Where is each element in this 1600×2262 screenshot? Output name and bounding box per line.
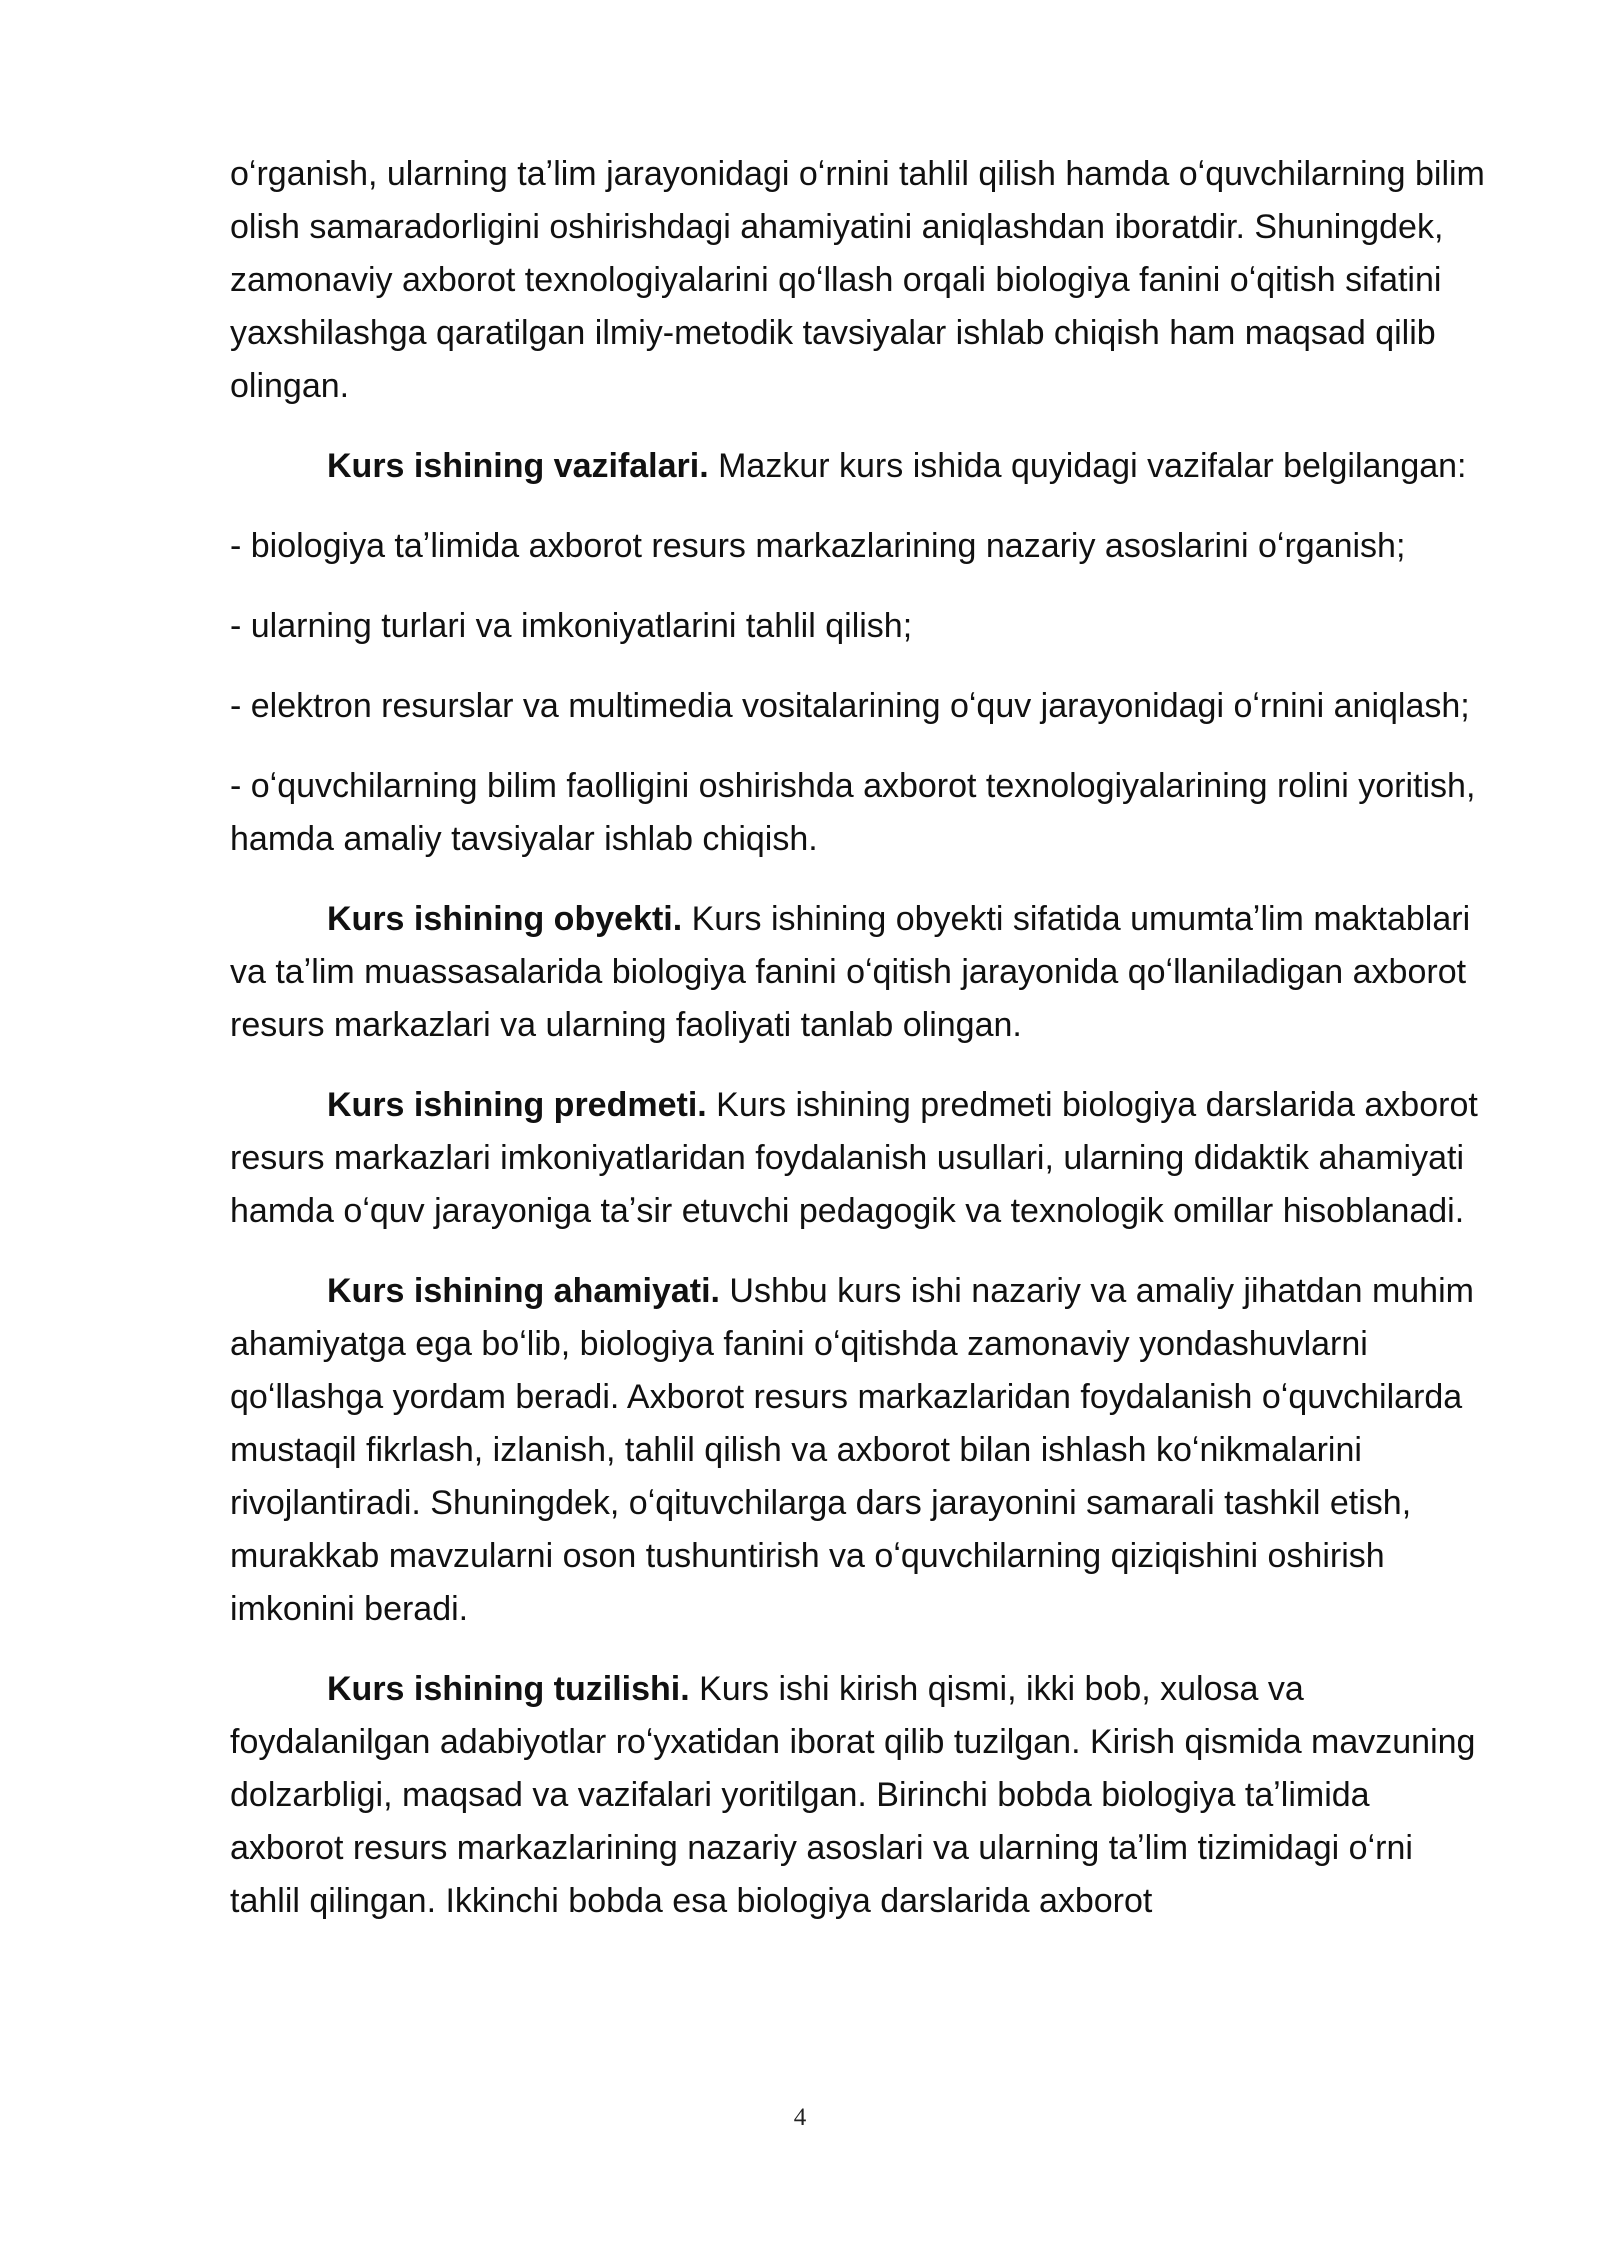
- structure-heading: Kurs ishining tuzilishi.: [327, 1670, 690, 1708]
- significance-text: Ushbu kurs ishi nazariy va amaliy jihatdan muhim ahamiyatga ega boʻlib, biologiya fanini oʻqitishda zamonaviy yondashuvlarni qoʻllashga yordam beradi. Axborot resurs markazlaridan foydalanish oʻquvchilarda mustaqil fikrlash, izlanish, tahlil qilish va axborot bilan ishlash koʻnikmalarini rivojlantiradi. Shuningdek, oʻqituvchilarga dars jarayonini samarali tashkil etish, murakkab mavzularni oson tushuntirish va oʻquvchilarning qiziqishini oshirish imkonini beradi.: [230, 1272, 1474, 1628]
- task-item-3: - elektron resurslar va multimedia vositalarining oʻquv jarayonidagi oʻrnini aniqlash;: [230, 687, 1470, 725]
- tasks-heading: Kurs ishining vazifalari.: [327, 447, 709, 485]
- object-text: Kurs ishining obyekti sifatida umumtaʼlim maktablari va taʼlim muassasalarida biologiya fanini oʻqitish jarayonida qoʻllaniladigan axborot resurs markazlari va ularning faoliyati tanlab olingan.: [230, 900, 1471, 1044]
- subject-text: Kurs ishining predmeti biologiya darslarida axborot resurs markazlari imkoniyatlaridan foydalanish usullari, ularning didaktik ahamiyati hamda oʻquv jarayoniga taʼsir etuvchi pedagogik va texnologik omillar hisoblanadi.: [230, 1086, 1478, 1230]
- task-item-1: - biologiya taʼlimida axborot resurs markazlarining nazariy asoslarini oʻrganish;: [230, 527, 1406, 565]
- object-paragraph: [230, 893, 1485, 1052]
- intro-continuation-paragraph: oʻrganish, ularning taʼlim jarayonidagi oʻrnini tahlil qilish hamda oʻquvchilarning bilim olish samaradorligini oshirishdagi ahamiyatini aniqlashdan iboratdir. Shuningdek, zamonaviy axborot texnologiyalarini qoʻllash orqali biologiya fanini oʻqitish sifatini yaxshilashga qaratilgan ilmiy-metodik tavsiyalar ishlab chiqish ham maqsad qilib olingan.: [230, 155, 1485, 405]
- structure-text: Kurs ishi kirish qismi, ikki bob, xulosa va foydalanilgan adabiyotlar roʻyxatidan iborat qilib tuzilgan. Kirish qismida mavzuning dolzarbligi, maqsad va vazifalari yoritilgan. Birinchi bobda biologiya taʼlimida axborot resurs markazlarining nazariy asoslari va ularning taʼlim tizimidagi oʻrni tahlil qilingan. Ikkinchi bobda esa biologiya darslarida axborot: [230, 1670, 1476, 1920]
- task-item-4: - oʻquvchilarning bilim faolligini oshirishda axborot texnologiyalarining rolini yoritish, hamda amaliy tavsiyalar ishlab chiqish.: [230, 767, 1476, 858]
- tasks-text: Mazkur kurs ishida quyidagi vazifalar belgilangan:: [708, 447, 1467, 485]
- significance-paragraph: [230, 1265, 1485, 1636]
- page-number: 4: [793, 2104, 807, 2131]
- page-body: [230, 148, 1485, 1928]
- tasks-paragraph: [230, 440, 1485, 493]
- significance-heading: Kurs ishining ahamiyati.: [327, 1272, 720, 1310]
- structure-paragraph: [230, 1663, 1485, 1928]
- object-heading: Kurs ishining obyekti.: [327, 900, 683, 938]
- task-item-2: - ularning turlari va imkoniyatlarini tahlil qilish;: [230, 607, 913, 645]
- subject-paragraph: [230, 1079, 1485, 1238]
- subject-heading: Kurs ishining predmeti.: [327, 1086, 707, 1124]
